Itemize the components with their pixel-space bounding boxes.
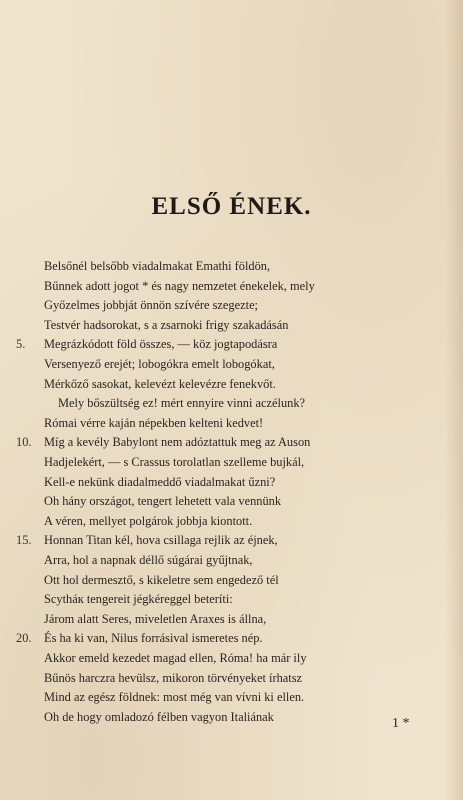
poem-line <box>0 550 463 571</box>
poem-line-text: Míg a kevély Babylont nem adóztattuk meg az Auson <box>44 435 311 450</box>
poem-line <box>0 295 463 316</box>
chapter-title: ELSŐ ÉNEK. <box>151 193 312 220</box>
poem-line <box>0 628 463 649</box>
poem-line-text: Mely bőszültség ez! mért ennyire vinni aczélunk? <box>58 396 306 411</box>
poem-line-text: Oh hány országot, tengert lehetett vala vennünk <box>44 494 282 509</box>
poem-line <box>0 393 463 414</box>
poem-line-text: Megrázkódott föld összes, — köz jogtapodásra <box>44 337 278 352</box>
poem-line <box>0 472 463 493</box>
poem-line <box>0 256 463 277</box>
poem-line-text: Belsőnél belsőbb viadalmakat Emathi földön, <box>44 259 271 273</box>
poem-line-text: Mind az egész földnek: most még van vívni ki ellen. <box>44 690 305 705</box>
poem-line <box>0 589 463 610</box>
poem-line <box>0 374 463 395</box>
poem-line <box>0 687 463 708</box>
poem-line-text: Hadjelekért, — s Crassus torolatlan szelleme bujkál, <box>44 455 305 469</box>
line-number: 10. <box>16 435 32 450</box>
poem-line-text: Testvér hadsorokat, s a zsarnoki frigy szakadásán <box>44 317 289 332</box>
poem-line-text: Akkor emeld kezedet magad ellen, Róma! ha már ily <box>44 651 307 665</box>
poem-line-text: Scytháк tengereit jégkéreggel beteríti: <box>44 592 233 607</box>
poem-line-text: Ott hol dermesztő, s kikeletre sem engedező tél <box>44 572 279 587</box>
poem-line-text: És ha ki van, Nilus forrásival ismeretes nép. <box>44 631 263 646</box>
poem-line <box>0 648 463 669</box>
poem-line <box>0 354 463 375</box>
line-number: 20. <box>16 631 32 646</box>
poem-line-text: Bűnös harczra hevülsz, mikoron törvényeket írhatsz <box>44 670 303 685</box>
poem-line-text: Arra, hol a napnak déllő súgárai gyűjtnak, <box>44 553 253 567</box>
poem-line <box>0 276 463 297</box>
line-number: 5. <box>16 337 26 352</box>
poem-line-text: Honnan Titan kél, hova csillaga rejlik az éjnek, <box>44 533 278 548</box>
poem-line <box>0 609 463 630</box>
poem-line-text: Győzelmes jobbját önnön szívére szegezte; <box>44 298 259 313</box>
poem-line <box>0 432 463 453</box>
page-edge-shadow <box>445 0 463 800</box>
poem-line <box>0 413 463 434</box>
poem-line-text: A véren, mellyet polgárok jobbja kiontott. <box>44 513 253 528</box>
page-signature: 1 * <box>392 716 410 731</box>
poem-line-text: Járom alatt Seres, miveletlen Araxes is állna, <box>44 611 267 626</box>
line-number: 15. <box>16 533 32 548</box>
poem-line <box>0 511 463 532</box>
poem-line <box>0 668 463 689</box>
poem-line-text: Római vérre kaján népekben kelteni kedvet! <box>44 415 264 430</box>
poem-line <box>0 452 463 473</box>
poem-line <box>0 491 463 512</box>
poem-line-text: Oh de hogy omladozó félben vagyon Italiának <box>44 709 274 724</box>
poem-line <box>0 570 463 591</box>
poem-line-text: Versenyező erejét; lobogókra emelt lobogókat, <box>44 357 275 371</box>
poem-line <box>0 315 463 336</box>
poem-line-text: Mérkőző sasokat, kelevézt kelevézre fenekvőt. <box>44 376 276 391</box>
poem-line <box>0 530 463 551</box>
poem-line <box>0 334 463 355</box>
poem-line-text: Kell-e nekünk diadalmeddő viadalmakat űzni? <box>44 474 276 489</box>
poem-line-text: Bűnnek adott jogot * és nagy nemzetet énekelek, mely <box>44 278 315 293</box>
